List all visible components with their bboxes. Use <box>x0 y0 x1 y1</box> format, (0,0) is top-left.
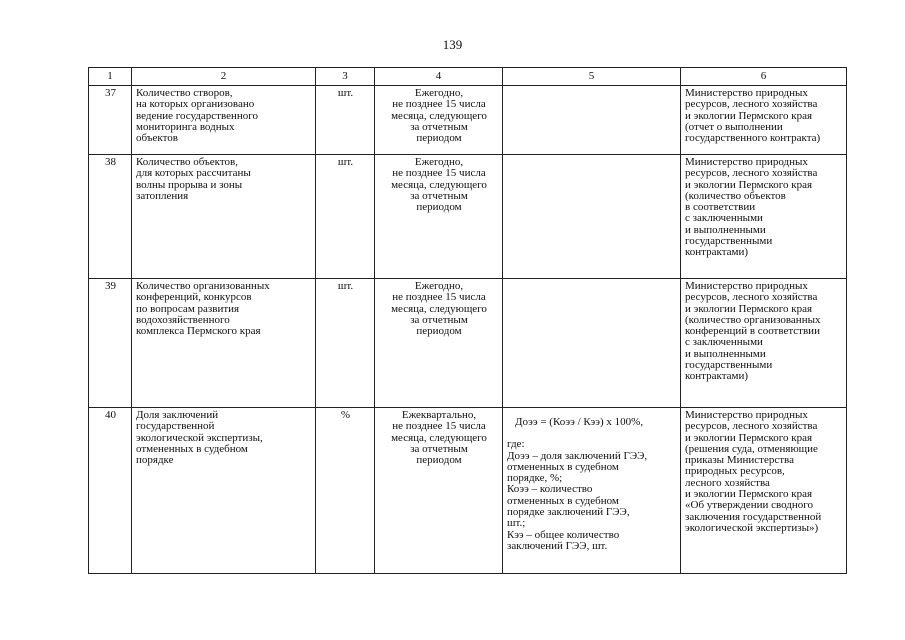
column-header: 4 <box>375 68 503 86</box>
text-line: заключений ГЭЭ, шт. <box>507 539 608 552</box>
text-line: не позднее 15 числа <box>392 420 486 433</box>
text-line: периодом <box>416 132 462 145</box>
text-line: и выполненными <box>685 347 766 360</box>
text-line: и экологии Пермского края <box>685 109 813 122</box>
text-line: за отчетным <box>410 120 468 133</box>
text-line: волны прорыва и зоны <box>136 178 243 191</box>
row-number: 40 <box>89 408 132 574</box>
column-header: 6 <box>681 68 847 86</box>
period-cell <box>375 408 503 574</box>
column-header: 3 <box>316 68 375 86</box>
formula-cell <box>503 279 681 408</box>
formula-cell <box>503 86 681 155</box>
text-line: Ежегодно, <box>414 156 464 168</box>
text-line: периодом <box>416 325 462 338</box>
formula-line: Доээ = (Коээ / Кээ) x 100%, <box>515 416 644 428</box>
table-row <box>89 155 847 279</box>
text-line: месяца, следующего <box>391 302 487 315</box>
text-line: где: <box>507 438 525 451</box>
period-cell <box>375 86 503 155</box>
column-header: 2 <box>132 68 316 86</box>
source-cell <box>681 86 847 155</box>
text-line: за отчетным <box>410 442 468 455</box>
indicator-name <box>132 279 316 408</box>
text-line: государственными <box>685 359 773 372</box>
text-line: (отчет о выполнении <box>685 120 783 133</box>
text-line: Ежегодно, <box>414 280 464 292</box>
text-line: и выполненными <box>685 223 766 236</box>
text-line: отмененных в судебном <box>507 494 619 507</box>
text-line: периодом <box>416 454 462 467</box>
formula-spacer <box>507 428 677 439</box>
indicator-name <box>132 86 316 155</box>
text-line: с заключенными <box>685 212 763 225</box>
text-line: порядке <box>136 454 174 467</box>
text-line: периодом <box>416 201 462 214</box>
text-line: для которых рассчитаны <box>136 167 251 180</box>
row-number: 38 <box>89 155 132 279</box>
period-cell <box>375 155 503 279</box>
indicators-table <box>88 67 847 574</box>
text-line: и экологии Пермского края <box>685 178 813 191</box>
row-number: 37 <box>89 86 132 155</box>
text-line: порядке заключений ГЭЭ, <box>507 506 630 519</box>
text-line: на которых организовано <box>136 98 255 111</box>
column-header: 5 <box>503 68 681 86</box>
source-cell <box>681 279 847 408</box>
text-line: не позднее 15 числа <box>392 291 486 304</box>
source-cell <box>681 408 847 574</box>
text-line: Количество створов, <box>136 87 233 99</box>
text-line: шт.; <box>507 517 526 530</box>
text-line: за отчетным <box>410 189 468 202</box>
text-line: комплекса Пермского края <box>136 325 261 338</box>
text-line: и экологии Пермского края <box>685 302 813 315</box>
text-line: Доля заключений <box>136 409 219 421</box>
period-cell <box>375 279 503 408</box>
text-line: месяца, следующего <box>391 431 487 444</box>
text-line: Доээ – доля заключений ГЭЭ, <box>507 449 648 462</box>
text-line: конференций в соответствии <box>685 325 820 338</box>
source-cell <box>681 155 847 279</box>
text-line: лесного хозяйства <box>685 476 770 489</box>
text-line: экологической экспертизы, <box>136 431 263 444</box>
text-line: экологической экспертизы») <box>685 521 819 534</box>
table-row <box>89 279 847 408</box>
unit-cell: шт. <box>316 155 375 279</box>
text-line: отмененных в судебном <box>507 460 619 473</box>
formula-cell <box>503 408 681 574</box>
text-line: государственными <box>685 235 773 248</box>
text-line: Ежеквартально, <box>401 409 477 421</box>
text-line: месяца, следующего <box>391 178 487 191</box>
page-number: 139 <box>442 37 463 52</box>
table-row <box>89 408 847 574</box>
text-line: ресурсов, лесного хозяйства <box>685 167 818 180</box>
text-line: (решения суда, отменяющие <box>685 442 818 455</box>
text-line: Количество организованных <box>136 280 270 292</box>
formula-cell <box>503 155 681 279</box>
indicator-name <box>132 408 316 574</box>
column-number-row <box>89 68 847 86</box>
text-line: приказы Министерства <box>685 454 794 467</box>
text-line: государственной <box>136 420 215 433</box>
text-line: Коээ – количество <box>507 483 593 496</box>
text-line: Министерство природных <box>685 409 808 421</box>
text-line: объектов <box>136 132 178 145</box>
text-line: «Об утверждении сводного <box>685 499 814 512</box>
column-header: 1 <box>89 68 132 86</box>
text-line: за отчетным <box>410 313 468 326</box>
unit-cell: шт. <box>316 279 375 408</box>
text-line: с заключенными <box>685 336 763 349</box>
table-row <box>89 86 847 155</box>
text-line: порядке, %; <box>507 472 563 485</box>
text-line: контрактами) <box>685 246 749 259</box>
text-line: ресурсов, лесного хозяйства <box>685 420 818 433</box>
text-line: затопления <box>136 189 189 202</box>
text-line: мониторинга водных <box>136 120 235 133</box>
text-line: заключения государственной <box>685 510 822 523</box>
text-line: (количество организованных <box>685 313 821 326</box>
text-line: не позднее 15 числа <box>392 98 486 111</box>
text-line: Министерство природных <box>685 156 808 168</box>
text-line: природных ресурсов, <box>685 465 785 478</box>
unit-cell: % <box>316 408 375 574</box>
unit-cell: шт. <box>316 86 375 155</box>
text-line: Кээ – общее количество <box>507 528 620 541</box>
text-line: Ежегодно, <box>414 87 464 99</box>
indicator-name <box>132 155 316 279</box>
text-line: государственного контракта) <box>685 132 821 145</box>
text-line: и экологии Пермского края <box>685 488 813 501</box>
text-line: по вопросам развития <box>136 302 240 315</box>
text-line: в соответствии <box>685 201 756 214</box>
row-number: 39 <box>89 279 132 408</box>
text-line: (количество объектов <box>685 189 786 202</box>
text-line: Министерство природных <box>685 280 808 292</box>
text-line: контрактами) <box>685 370 749 383</box>
text-line: отмененных в судебном <box>136 442 248 455</box>
text-line: не позднее 15 числа <box>392 167 486 180</box>
text-line: ведение государственного <box>136 109 258 122</box>
text-line: водохозяйственного <box>136 313 230 326</box>
text-line: и экологии Пермского края <box>685 431 813 444</box>
text-line: Министерство природных <box>685 87 808 99</box>
text-line: конференций, конкурсов <box>136 291 252 304</box>
text-line: ресурсов, лесного хозяйства <box>685 98 818 111</box>
text-line: Количество объектов, <box>136 156 238 168</box>
text-line: месяца, следующего <box>391 109 487 122</box>
text-line: ресурсов, лесного хозяйства <box>685 291 818 304</box>
